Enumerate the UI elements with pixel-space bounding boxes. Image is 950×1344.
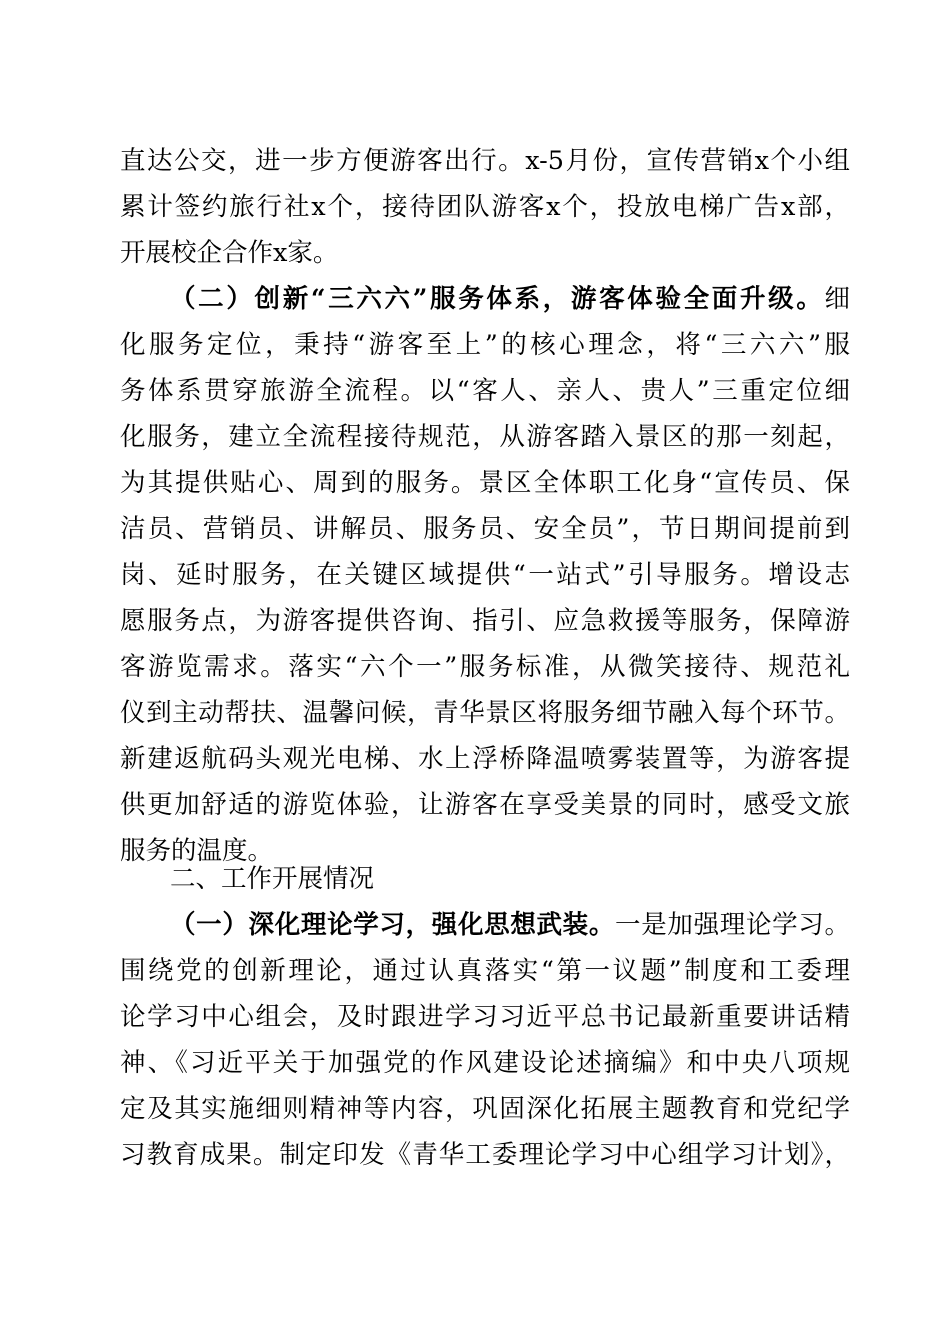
paragraph-line: 围绕党的创新理论，通过认真落实“第一议题”制度和工委理 bbox=[120, 956, 850, 986]
subheading-line bbox=[170, 277, 850, 321]
paragraph-line: 服务的温度。 bbox=[120, 836, 274, 866]
paragraph-line: 定及其实施细则精神等内容，巩固深化拓展主题教育和党纪学 bbox=[120, 1094, 850, 1124]
subheading-text: （一）深化理论学习，强化思想武装。 bbox=[170, 910, 616, 940]
paragraph-line: 愿服务点，为游客提供咨询、指引、应急救援等服务，保障游 bbox=[120, 606, 850, 636]
paragraph-line: 客游览需求。落实“六个一”服务标准，从微笑接待、规范礼 bbox=[120, 652, 850, 682]
paragraph-line: 直达公交，进一步方便游客出行。x-5月份，宣传营销x个小组 bbox=[120, 146, 850, 176]
paragraph-line: 仪到主动帮扶、温馨问候，青华景区将服务细节融入每个环节。 bbox=[120, 698, 850, 728]
paragraph-line: 新建返航码头观光电梯、水上浮桥降温喷雾装置等，为游客提 bbox=[120, 744, 850, 774]
subheading-line bbox=[170, 903, 850, 947]
subheading-text: （二）创新“三六六”服务体系，游客体验全面升级。 bbox=[170, 284, 825, 314]
paragraph-line: 供更加舒适的游览体验，让游客在享受美景的同时，感受文旅 bbox=[120, 790, 850, 820]
paragraph-line: 累计签约旅行社x个，接待团队游客x个，投放电梯广告x部， bbox=[120, 192, 850, 222]
paragraph-line: 岗、延时服务，在关键区域提供“一站式”引导服务。增设志 bbox=[120, 560, 850, 590]
paragraph-line: 为其提供贴心、周到的服务。景区全体职工化身“宣传员、保 bbox=[120, 468, 850, 498]
paragraph-line: 化服务，建立全流程接待规范，从游客踏入景区的那一刻起， bbox=[120, 422, 850, 452]
section-heading: 二、工作开展情况 bbox=[170, 864, 375, 894]
paragraph-line: 神、《习近平关于加强党的作风建设论述摘编》和中央八项规 bbox=[120, 1048, 850, 1078]
paragraph-line: 化服务定位，秉持“游客至上”的核心理念，将“三六六”服 bbox=[120, 330, 850, 360]
paragraph-line: 习教育成果。制定印发《青华工委理论学习中心组学习计划》， bbox=[120, 1140, 850, 1170]
paragraph-line: 务体系贯穿旅游全流程。以“客人、亲人、贵人”三重定位细 bbox=[120, 376, 850, 406]
paragraph-line: 洁员、营销员、讲解员、服务员、安全员”，节日期间提前到 bbox=[120, 514, 850, 544]
paragraph-text: 细 bbox=[824, 284, 850, 314]
paragraph-line: 开展校企合作x家。 bbox=[120, 238, 339, 268]
paragraph-text: 一是加强理论学习。 bbox=[615, 910, 850, 940]
paragraph-line: 论学习中心组会，及时跟进学习习近平总书记最新重要讲话精 bbox=[120, 1002, 850, 1032]
